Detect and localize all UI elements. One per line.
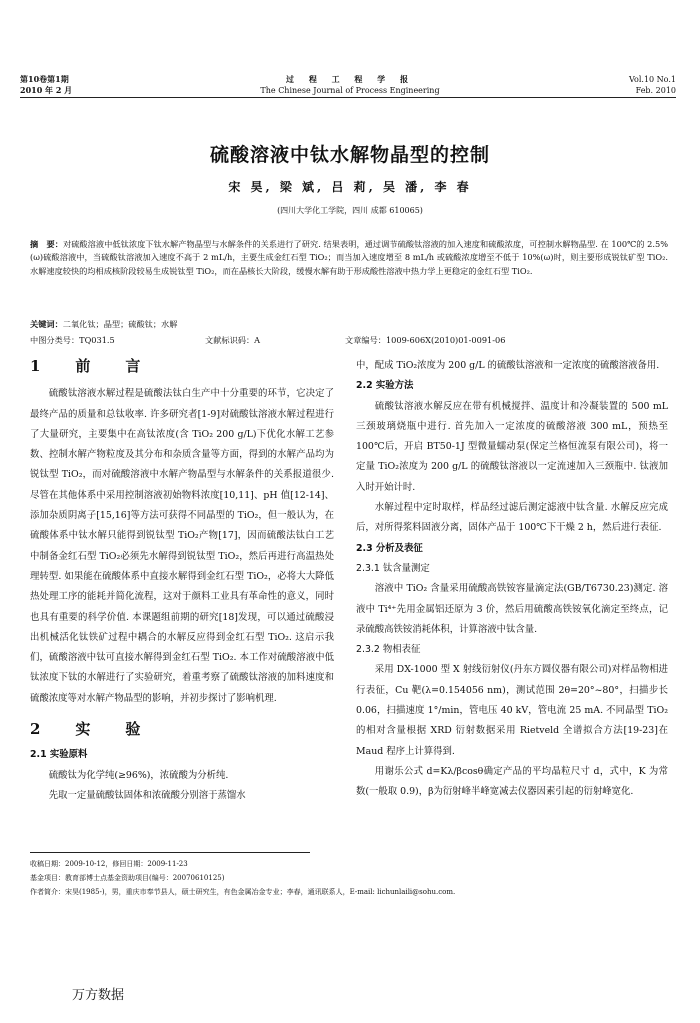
received-date: 收稿日期：2009-10-12，修回日期：2009-11-23 <box>30 860 188 868</box>
section-2-3-2-body-2: 用谢乐公式 d=Kλ/βcosθ确定产品的平均晶粒尺寸 d，式中，K 为常数(一般取 0.9)，β为衍射峰半峰宽减去仪器因素引起的衍射峰宽化. <box>356 765 668 798</box>
abstract-label: 摘 要： <box>30 239 63 249</box>
issue-date-en: Feb. 2010 <box>635 86 676 95</box>
author-bio: 作者简介：宋昊(1985-)，男，重庆市奉节县人，硕士研究生，有色金属冶金专业；李春，通讯联系人，E-mail: lichunlaili@sohu.com. <box>30 888 456 896</box>
footnote-rule <box>30 852 310 853</box>
section-2-2-body-1: 硫酸钛溶液水解反应在带有机械搅拌、温度计和冷凝装置的 500 mL 三颈玻璃烧瓶中进行. 首先加入一定浓度的硫酸溶液 300 mL，预热至 100℃后，开启 BT50-1J 型微量蠕动泵(保定兰格恒流泵有限公司)，将一定量 TiO₂浓度为 200 g/L 的硫酸钛溶液以一定流速加入三颈瓶中. 钛液加入时开始计时. <box>356 400 668 493</box>
section-2-3-heading: 2.3 分析及表征 <box>356 542 423 554</box>
section-2-heading: 2 实 验 <box>30 720 151 739</box>
right-column <box>356 356 668 803</box>
section-2-3-1-heading: 2.3.1 钛含量测定 <box>356 562 430 574</box>
keywords <box>30 318 668 331</box>
document-code: 文献标识码：A <box>205 335 261 345</box>
section-2-1-heading: 2.1 实验原料 <box>30 749 88 761</box>
volume-issue: 第10卷第1期 <box>20 74 69 84</box>
classification-line <box>30 334 668 347</box>
section-1-heading: 1 前 言 <box>30 357 151 375</box>
affiliation: (四川大学化工学院，四川 成都 610065) <box>277 206 423 215</box>
volume-issue-en: Vol.10 No.1 <box>629 75 676 84</box>
section-2-3-2-heading: 2.3.2 物相表征 <box>356 644 421 656</box>
author-list: 宋 昊, 梁 斌, 吕 莉, 吴 潘, 李 春 <box>228 180 472 194</box>
section-1-body: 硫酸钛溶液水解过程是硫酸法钛白生产中十分重要的环节，它决定了最终产品的质量和总钛收率. 许多研究者[1-9]对硫酸钛溶液水解过程进行了大量研究，主要集中在高钛浓度(含 TiO₂ 200 g/L)下优化水解工艺参数、控制水解产物粒度及其分布和杂质含量等方面，得到的水解产品均为锐钛型 TiO₂，而对硫酸溶液中水解产物晶型与水解条件的关系报道很少. 尽管在其他体系中采用控制溶液初始物料浓度[10,11]、pH 值[12-14]、添加杂质阴离子[15,16]等方法可获得不同晶型的 TiO₂，但一般认为，在硫酸体系中钛水解只能得到锐钛型 TiO₂产物[17]，因而硫酸法钛白工艺中制备金红石型 TiO₂必须先水解得到锐钛型 TiO₂，然后再进行高温热处理转型. 如果能在硫酸体系中直接水解得到金红石型 TiO₂，必将大大降低热处理工序的能耗并简化流程，这对于颜料工业具有革命性的意义，同时也具有重要的科学价值. 本课题组前期的研究[18]发现，可以通过硫酸浸出机械活化钛铁矿过程中耦合的水解反应得到金红石型 TiO₂. 这启示我们，硫酸溶液中钛可直接水解得到金红石型 TiO₂. 本工作对硫酸溶液中低钛浓度下钛的水解进行了实验研究，着重考察了硫酸钛溶液的加料速度和硫酸浓度等对水解产物晶型的影响，并初步探讨了影响机理. <box>30 388 334 704</box>
keywords-text: 二氧化钛；晶型；硫酸钛；水解 <box>62 319 178 329</box>
section-2-2-heading: 2.2 实验方法 <box>356 380 414 392</box>
left-column <box>30 356 334 806</box>
watermark-text: 万方数据 <box>72 988 125 1003</box>
abstract-text: 对硫酸溶液中低钛浓度下钛水解产物晶型与水解条件的关系进行了研究. 结果表明，通过调节硫酸钛溶液的加入速度和硫酸浓度，可控制水解物晶型. 在 100℃的 2.5%(ω)硫酸溶液中，当硫酸钛溶液加入速度不高于 2 mL/h，主要生成金红石型 TiO₂；而当加入速度增至 8 mL/h 或硫酸浓度增至不低于 10%(ω)时，则主要形成锐钛矿型 TiO₂. 水解速度较快的均相成核阶段较易生成锐钛型 TiO₂，而在晶核长大阶段，缓慢水解有助于形成酸性溶液中热力学上更稳定的金红石型 TiO₂. <box>30 239 668 276</box>
section-2-3-1-body: 溶液中 TiO₂ 含量采用硫酸高铁铵容量滴定法(GB/T6730.23)测定. 溶液中 Ti⁴⁺先用金属铝还原为 3 价，然后用硫酸高铁铵氧化滴定至终点，记录硫酸高铁铵消耗体积，计算溶液中钛含量. <box>356 583 668 635</box>
section-2-3-2-body-1: 采用 DX-1000 型 X 射线衍射仪(丹东方圆仪器有限公司)对样品物相进行表征，Cu 靶(λ=0.154056 nm)，测试范围 2θ=20°~80°，扫描步长 0.06，扫描速度 1°/min，管电压 40 kV，管电流 25 mA. 不同晶型 TiO₂ 的相对含量根据 XRD 衍射数据采用 Rietveld 全谱拟合方法[19-23]在 Maud 程序上计算得到. <box>356 664 668 757</box>
section-2-1-body-2: 先取一定量硫酸钛固体和浓硫酸分别溶于蒸馏水 <box>48 789 246 801</box>
section-2-2-body-2: 水解过程中定时取样，样品经过滤后测定滤液中钛含量. 水解反应完成后，对所得浆料固液分离，固体产品于 100℃下干燥 2 h，然后进行表征. <box>356 502 668 534</box>
section-2-1-continued: 中，配成 TiO₂浓度为 200 g/L 的硫酸钛溶液和一定浓度的硫酸溶液备用. <box>356 360 660 371</box>
section-2-1-body-1: 硫酸钛为化学纯(≥96%)，浓硫酸为分析纯. <box>48 769 229 781</box>
paper-title: 硫酸溶液中钛水解物晶型的控制 <box>209 144 490 166</box>
abstract <box>30 238 668 278</box>
journal-name <box>0 74 700 96</box>
header-rule <box>20 97 676 98</box>
article-number: 文章编号：1009-606X(2010)01-0091-06 <box>345 335 506 345</box>
issue-date-cn: 2010 年 2 月 <box>20 85 73 95</box>
keywords-label: 关键词： <box>30 319 63 329</box>
footnotes <box>30 857 670 899</box>
journal-name-cn: 过 程 工 程 学 报 <box>286 74 414 84</box>
journal-name-en: The Chinese Journal of Process Engineering <box>260 86 440 95</box>
clc-number: 中图分类号：TQ031.5 <box>30 335 115 345</box>
journal-issue-right <box>629 74 676 96</box>
fund-info: 基金项目：教育部博士点基金资助项目(编号：20070610125) <box>30 874 225 882</box>
